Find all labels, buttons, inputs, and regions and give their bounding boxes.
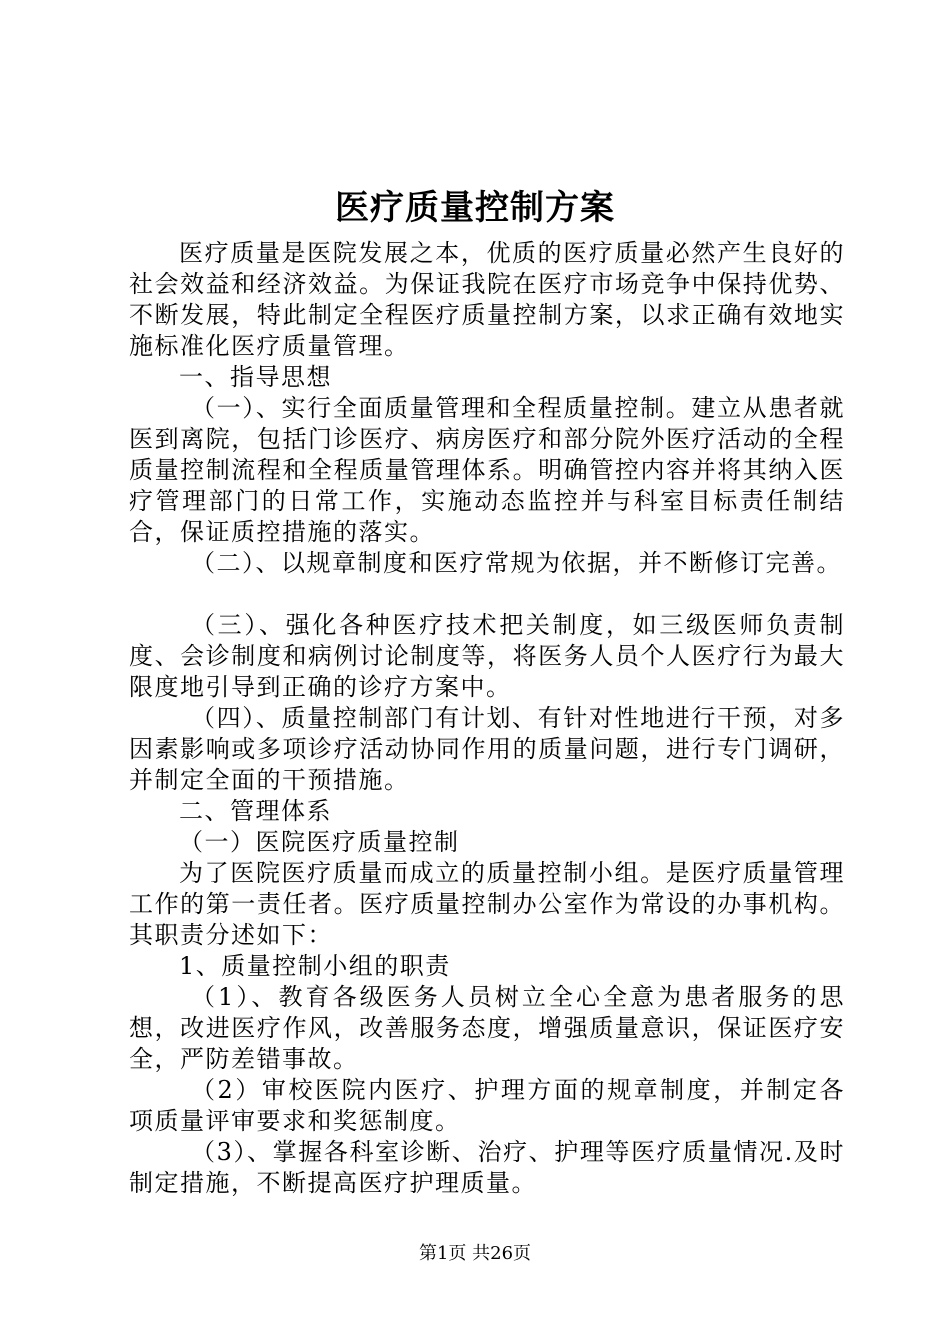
subsection-heading-hospital-quality-control: （一）医院医疗质量控制 <box>179 828 460 856</box>
page-footer: 第1页 共26页 <box>418 1243 532 1264</box>
duty-item-1: （1）、教育各级医务人员树立全心全意为患者服务的思想，改进医疗作风，改善服务态度，增强质量意识，保证医疗安全，严防差错事故。 <box>129 983 845 1073</box>
intro-paragraph: 医疗质量是医院发展之本，优质的医疗质量必然产生良好的社会效益和经济效益。为保证我院在医疗市场竞争中保持优势、不断发展，特此制定全程医疗质量控制方案，以求正确有效地实施标准化医疗质量管理。 <box>129 239 845 360</box>
paragraph-item-1: （一）、实行全面质量管理和全程质量控制。建立从患者就医到离院，包括门诊医疗、病房医疗和部分院外医疗活动的全程质量控制流程和全程质量管理体系。明确管控内容并将其纳入医疗管理部门的日常工作，实施动态监控并与科室目标责任制结合，保证质控措施的落实。 <box>129 394 845 546</box>
paragraph-quality-control-group: 为了医院医疗质量而成立的质量控制小组。是医疗质量管理工作的第一责任者。医疗质量控制办公室作为常设的办事机构。其职责分述如下： <box>129 859 845 949</box>
paragraph-item-3: （三）、强化各种医疗技术把关制度，如三级医师负责制度、会诊制度和病例讨论制度等，将医务人员个人医疗行为最大限度地引导到正确的诊疗方案中。 <box>129 611 845 701</box>
section-heading-management-system: 二、管理体系 <box>179 797 332 825</box>
duty-item-3: （3）、掌握各科室诊断、治疗、护理等医疗质量情况.及时制定措施，不断提高医疗护理质量。 <box>129 1138 845 1197</box>
paragraph-gap <box>129 579 845 610</box>
section-heading-guiding-ideology: 一、指导思想 <box>179 363 332 391</box>
document-body <box>129 238 845 1199</box>
paragraph-item-4: （四）、质量控制部门有计划、有针对性地进行干预，对多因素影响或多项诊疗活动协同作用的质量问题，进行专门调研，并制定全面的干预措施。 <box>129 704 845 794</box>
document-title: 医疗质量控制方案 <box>335 188 615 228</box>
subsection-heading-group-duties: 1、质量控制小组的职责 <box>179 952 451 980</box>
duty-item-2: （2）审校医院内医疗、护理方面的规章制度，并制定各项质量评审要求和奖惩制度。 <box>129 1076 845 1135</box>
paragraph-item-2: （二）、以规章制度和医疗常规为依据，并不断修订完善。 <box>191 549 842 577</box>
